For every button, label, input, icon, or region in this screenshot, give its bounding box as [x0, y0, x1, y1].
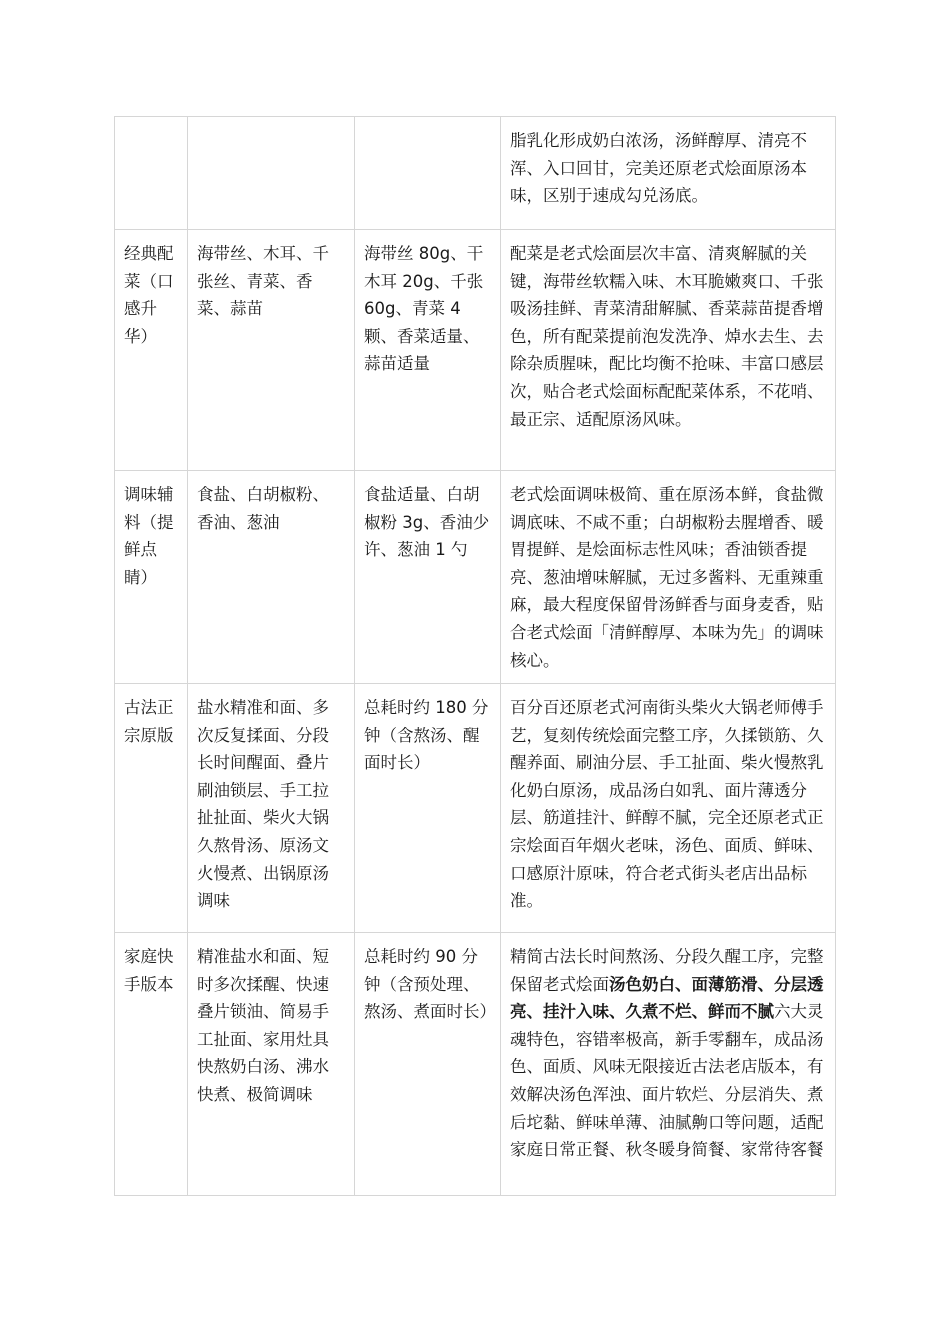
category-cell: 经典配菜（口感升华）: [115, 230, 188, 471]
amount-cell: 海带丝 80g、干木耳 20g、千张 60g、青菜 4 颗、香菜适量、蒜苗适量: [355, 230, 501, 471]
note-cell: 配菜是老式烩面层次丰富、清爽解腻的关键，海带丝软糯入味、木耳脆嫩爽口、千张吸汤挂鲜、青菜清甜解腻、香菜蒜苗提香增色，所有配菜提前泡发洗净、焯水去生、去除杂质腥味，配比均衡不抢味、丰富口感层次，贴合老式烩面标配配菜体系，不花哨、最正宗、适配原汤风味。: [501, 230, 836, 471]
ingredients-cell: 精准盐水和面、短时多次揉醒、快速叠片锁油、简易手工扯面、家用灶具快熬奶白汤、沸水快煮、极简调味: [188, 933, 355, 1196]
table-row: [115, 471, 836, 684]
ingredients-cell: 海带丝、木耳、千张丝、青菜、香菜、蒜苗: [188, 230, 355, 471]
amount-cell: [355, 117, 501, 230]
category-cell: 家庭快手版本: [115, 933, 188, 1196]
amount-cell: 总耗时约 90 分钟（含预处理、熬汤、煮面时长）: [355, 933, 501, 1196]
amount-cell: 食盐适量、白胡椒粉 3g、香油少许、葱油 1 勺: [355, 471, 501, 684]
category-cell: 调味辅料（提鲜点睛）: [115, 471, 188, 684]
note-text: 六大灵魂特色，容错率极高，新手零翻车，成品汤色、面质、风味无限接近古法老店版本，有效解决汤色浑浊、面片软烂、分层消失、煮后坨黏、鲜味单薄、油腻齁口等问题，适配家庭日常正餐、秋冬暖身简餐、家常待客餐: [510, 1002, 824, 1160]
ingredients-cell: [188, 117, 355, 230]
amount-cell: 总耗时约 180 分钟（含熬汤、醒面时长）: [355, 684, 501, 933]
note-text: 精简古法长时间熬汤、分段久醒工序，完整保留老式烩面: [510, 947, 824, 994]
category-cell: [115, 117, 188, 230]
ingredients-cell: 盐水精准和面、多次反复揉面、分段长时间醒面、叠片刷油锁层、手工拉扯扯面、柴火大锅久熬骨汤、原汤文火慢煮、出锅原汤调味: [188, 684, 355, 933]
note-cell: 脂乳化形成奶白浓汤，汤鲜醇厚、清亮不浑、入口回甘，完美还原老式烩面原汤本味，区别于速成勾兑汤底。: [501, 117, 836, 230]
table-row: [115, 230, 836, 471]
table-row: [115, 933, 836, 1196]
note-bold-text: 汤色奶白、面薄筋滑、分层透亮、挂汁入味、久煮不烂、鲜而不腻: [510, 974, 824, 1022]
ingredients-cell: 食盐、白胡椒粉、香油、葱油: [188, 471, 355, 684]
recipe-table: [114, 116, 836, 1196]
note-cell: [501, 933, 836, 1196]
note-cell: 百分百还原老式河南街头柴火大锅老师傅手艺，复刻传统烩面完整工序，久揉锁筋、久醒养面、刷油分层、手工扯面、柴火慢熬乳化奶白原汤，成品汤白如乳、面片薄透分层、筋道挂汁、鲜醇不腻，完全还原老式正宗烩面百年烟火老味，汤色、面质、鲜味、口感原汁原味，符合老式街头老店出品标准。: [501, 684, 836, 933]
table-row: [115, 684, 836, 933]
note-cell: 老式烩面调味极简、重在原汤本鲜，食盐微调底味、不咸不重；白胡椒粉去腥增香、暖胃提鲜、是烩面标志性风味；香油锁香提亮、葱油增味解腻，无过多酱料、无重辣重麻，最大程度保留骨汤鲜香与面身麦香，贴合老式烩面「清鲜醇厚、本味为先」的调味核心。: [501, 471, 836, 684]
category-cell: 古法正宗原版: [115, 684, 188, 933]
table-row: [115, 117, 836, 230]
